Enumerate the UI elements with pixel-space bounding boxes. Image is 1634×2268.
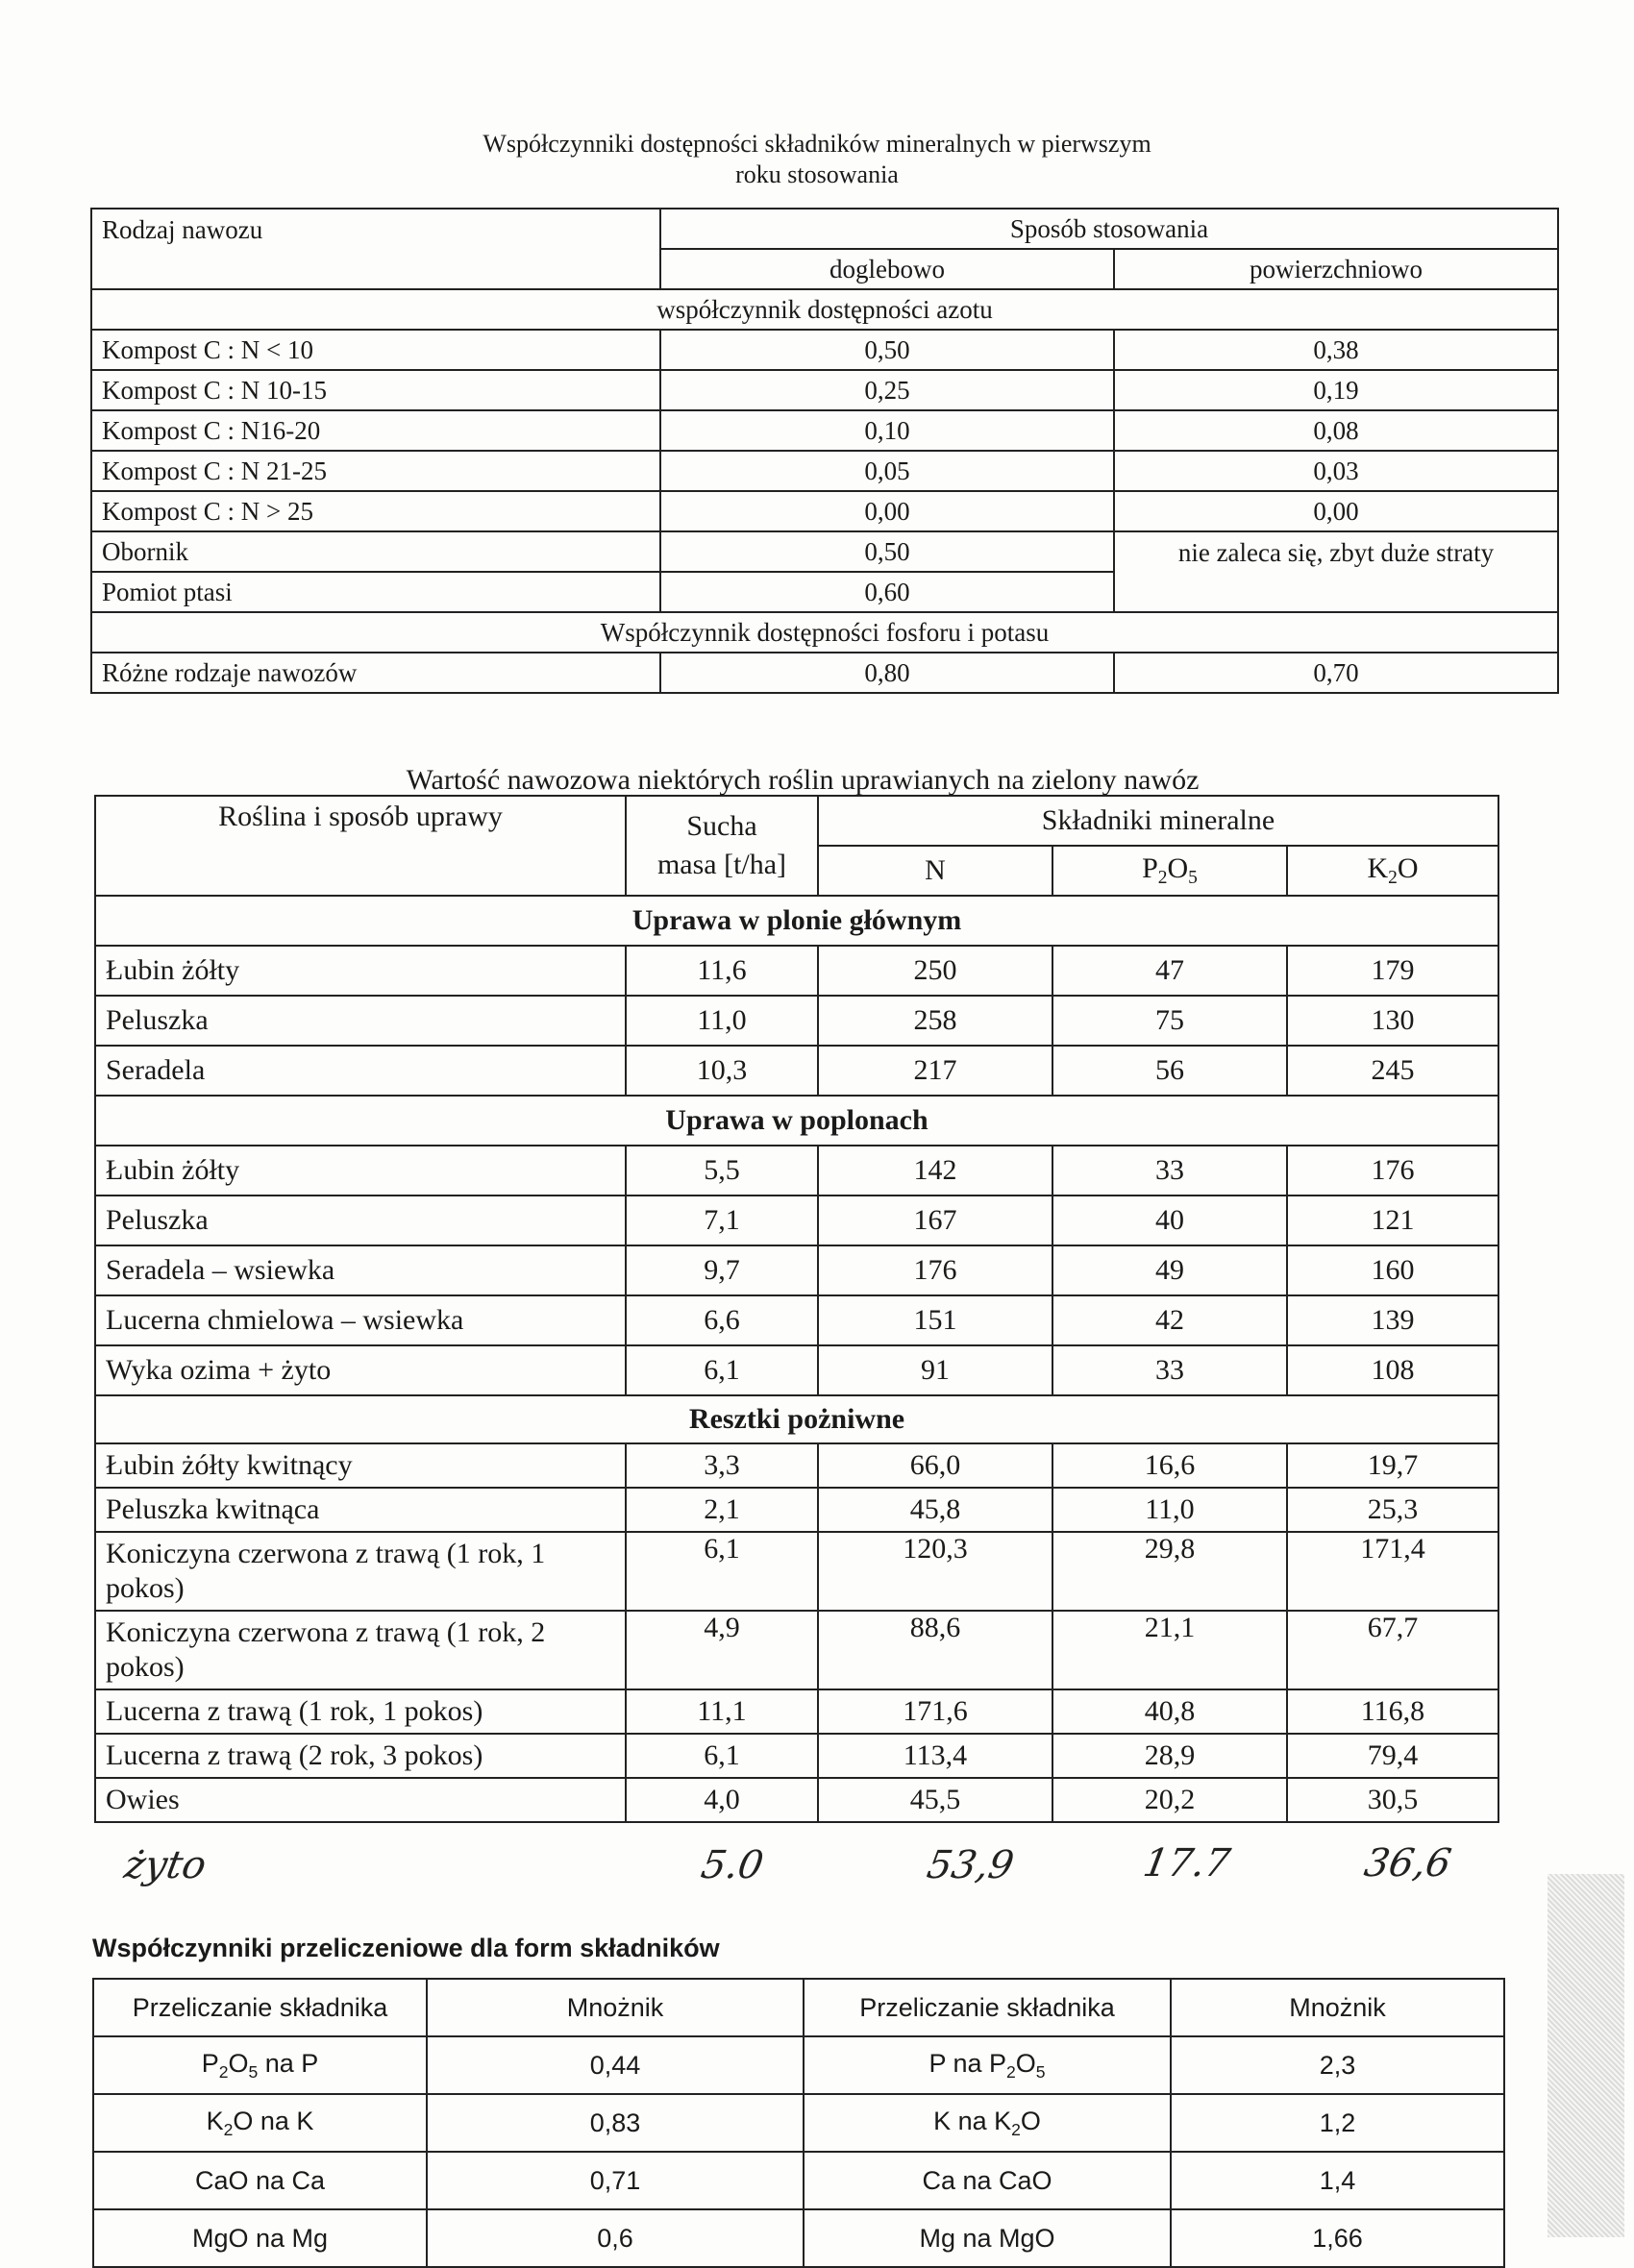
- table-row: [91, 491, 1558, 531]
- header-rodzaj: Rodzaj nawozu: [91, 209, 660, 289]
- conv-right: Mg na MgO: [804, 2209, 1171, 2267]
- row-n: 142: [818, 1146, 1052, 1196]
- table-row: [95, 1046, 1498, 1096]
- row-n: 167: [818, 1196, 1052, 1245]
- row-name: Pomiot ptasi: [91, 572, 660, 612]
- row-k: 130: [1287, 996, 1498, 1046]
- conv-part: O: [228, 2048, 249, 2078]
- row-name: Kompost C : N < 10: [91, 330, 660, 370]
- conv-left-value: 0,83: [427, 2094, 804, 2152]
- row-n: 151: [818, 1295, 1052, 1345]
- row-n: 176: [818, 1245, 1052, 1295]
- row-sm: 7,1: [626, 1196, 818, 1245]
- row-p: 20,2: [1052, 1778, 1287, 1822]
- header-doglebowo: doglebowo: [660, 249, 1114, 289]
- conv-part: O: [1020, 2106, 1041, 2135]
- section-azot: współczynnik dostępności azotu: [91, 289, 1558, 330]
- table-row: [93, 2152, 1504, 2209]
- section-plon-glowny: Uprawa w plonie głównym: [95, 896, 1498, 946]
- row-name: Łubin żółty: [95, 946, 626, 996]
- row-name: Różne rodzaje nawozów: [91, 653, 660, 693]
- row-name: Seradela: [95, 1046, 626, 1096]
- green-manure-table: [94, 795, 1499, 1823]
- row-p: 56: [1052, 1046, 1287, 1096]
- row-k: 179: [1287, 946, 1498, 996]
- row-name: Owies: [95, 1778, 626, 1822]
- conv-left-value: 0,71: [427, 2152, 804, 2209]
- handwritten-p: 17.7: [1139, 1841, 1234, 1886]
- row-p: 47: [1052, 946, 1287, 996]
- row-sm: 4,9: [626, 1611, 818, 1689]
- row-name: Obornik: [91, 531, 660, 572]
- row-doglebowo: 0,50: [660, 330, 1114, 370]
- row-k: 108: [1287, 1345, 1498, 1395]
- header-n: N: [818, 846, 1052, 896]
- row-p: 33: [1052, 1146, 1287, 1196]
- conv-left-value: 0,44: [427, 2036, 804, 2094]
- row-p: 75: [1052, 996, 1287, 1046]
- conversion-table: [92, 1978, 1505, 2268]
- table-row: [91, 370, 1558, 410]
- row-p: 33: [1052, 1345, 1287, 1395]
- k-letter: K: [1367, 852, 1389, 884]
- row-sm: 2,1: [626, 1488, 818, 1532]
- conv-part: O: [1015, 2048, 1036, 2078]
- row-doglebowo: 0,25: [660, 370, 1114, 410]
- row-k: 171,4: [1287, 1532, 1498, 1611]
- row-doglebowo: 0,50: [660, 531, 1114, 572]
- row-p: 40,8: [1052, 1689, 1287, 1734]
- table-row: [95, 1778, 1498, 1822]
- row-k: 176: [1287, 1146, 1498, 1196]
- row-sm: 11,1: [626, 1689, 818, 1734]
- row-name: Peluszka kwitnąca: [95, 1488, 626, 1532]
- section-fosfor: Współczynnik dostępności fosforu i potasu: [91, 612, 1558, 653]
- row-n: 217: [818, 1046, 1052, 1096]
- conv-right-value: 1,4: [1171, 2152, 1504, 2209]
- row-n: 171,6: [818, 1689, 1052, 1734]
- header-roslina: Roślina i sposób uprawy: [95, 796, 626, 896]
- row-name: Kompost C : N 10-15: [91, 370, 660, 410]
- row-powierzchniowo: 0,19: [1114, 370, 1558, 410]
- row-p: 11,0: [1052, 1488, 1287, 1532]
- conv-part: P: [201, 2048, 219, 2078]
- row-p: 28,9: [1052, 1734, 1287, 1778]
- row-name: Lucerna chmielowa – wsiewka: [95, 1295, 626, 1345]
- row-sm: 11,0: [626, 996, 818, 1046]
- table1-title: [288, 129, 1346, 190]
- table-row: [93, 2209, 1504, 2267]
- table-row: [95, 996, 1498, 1046]
- header-przeliczanie-right: Przeliczanie składnika: [804, 1979, 1171, 2036]
- conv-right: [804, 2094, 1171, 2152]
- row-k: 121: [1287, 1196, 1498, 1245]
- table-row: [95, 1488, 1498, 1532]
- row-sm: 6,1: [626, 1532, 818, 1611]
- row-k: 67,7: [1287, 1611, 1498, 1689]
- table-row: [91, 330, 1558, 370]
- header-przeliczanie-left: Przeliczanie składnika: [93, 1979, 427, 2036]
- handwritten-n: 53,9: [923, 1843, 1018, 1887]
- header-sposob: Sposób stosowania: [660, 209, 1558, 249]
- row-p: 42: [1052, 1295, 1287, 1345]
- conv-sub: 5: [1035, 2061, 1046, 2082]
- row-p: 16,6: [1052, 1443, 1287, 1488]
- conv-right-value: 1,66: [1171, 2209, 1504, 2267]
- conv-left: MgO na Mg: [93, 2209, 427, 2267]
- table2-title: Wartość nawozowa niektórych roślin uprawianych na zielony nawóz: [406, 764, 1200, 796]
- handwritten-name: żyto: [120, 1843, 210, 1887]
- table1-title-line1: Współczynniki dostępności składników mineralnych w pierwszym: [483, 130, 1151, 158]
- row-k: 25,3: [1287, 1488, 1498, 1532]
- conv-right: Ca na CaO: [804, 2152, 1171, 2209]
- conv-left: [93, 2036, 427, 2094]
- row-name: Koniczyna czerwona z trawą (1 rok, 2 pokos): [95, 1611, 626, 1689]
- conv-part: K: [206, 2106, 224, 2135]
- header-sucha-line2: masa [t/ha]: [656, 849, 787, 880]
- header-sucha-masa: [626, 796, 818, 896]
- conv-part: P na P: [928, 2048, 1007, 2078]
- conv-sub: 2: [223, 2119, 234, 2139]
- table-row: [95, 1734, 1498, 1778]
- row-n: 45,5: [818, 1778, 1052, 1822]
- row-p: 49: [1052, 1245, 1287, 1295]
- scan-noise: [1547, 1874, 1624, 2237]
- row-p: 40: [1052, 1196, 1287, 1245]
- conv-part: K na K: [933, 2106, 1012, 2135]
- row-powierzchniowo: 0,08: [1114, 410, 1558, 451]
- row-sm: 4,0: [626, 1778, 818, 1822]
- row-sm: 5,5: [626, 1146, 818, 1196]
- o-sub: 5: [1188, 868, 1198, 888]
- table-row: [91, 451, 1558, 491]
- handwritten-sm: 5.0: [697, 1843, 767, 1887]
- row-name: Peluszka: [95, 1196, 626, 1245]
- row-n: 120,3: [818, 1532, 1052, 1611]
- table-row: [95, 1689, 1498, 1734]
- conv-right: [804, 2036, 1171, 2094]
- header-mnoznik-right: Mnożnik: [1171, 1979, 1504, 2036]
- table-row: [95, 1146, 1498, 1196]
- conv-sub: 5: [248, 2061, 259, 2082]
- conv-left: [93, 2094, 427, 2152]
- row-n: 66,0: [818, 1443, 1052, 1488]
- row-powierzchniowo: 0,70: [1114, 653, 1558, 693]
- conv-right-value: 2,3: [1171, 2036, 1504, 2094]
- row-powierzchniowo: 0,00: [1114, 491, 1558, 531]
- row-name: Koniczyna czerwona z trawą (1 rok, 1 pokos): [95, 1532, 626, 1611]
- table-row: [95, 1245, 1498, 1295]
- row-sm: 6,1: [626, 1345, 818, 1395]
- header-k2o: [1287, 846, 1498, 896]
- table3-title: Współczynniki przeliczeniowe dla form składników: [92, 1934, 720, 1962]
- row-k: 160: [1287, 1245, 1498, 1295]
- row-sm: 11,6: [626, 946, 818, 996]
- row-name: Lucerna z trawą (1 rok, 1 pokos): [95, 1689, 626, 1734]
- row-doglebowo: 0,60: [660, 572, 1114, 612]
- row-name: Seradela – wsiewka: [95, 1245, 626, 1295]
- table-row: [91, 410, 1558, 451]
- header-skladniki: Składniki mineralne: [818, 796, 1498, 846]
- conv-left-value: 0,6: [427, 2209, 804, 2267]
- conv-part: na P: [258, 2048, 319, 2078]
- section-resztki: Resztki pożniwne: [95, 1395, 1498, 1443]
- o-letter: O: [1167, 852, 1189, 884]
- p-letter: P: [1142, 852, 1158, 884]
- row-name: Kompost C : N 21-25: [91, 451, 660, 491]
- row-sm: 6,6: [626, 1295, 818, 1345]
- row-doglebowo: 0,10: [660, 410, 1114, 451]
- table-row: [93, 2094, 1504, 2152]
- row-name: Kompost C : N16-20: [91, 410, 660, 451]
- row-n: 250: [818, 946, 1052, 996]
- table-row: [95, 946, 1498, 996]
- row-name: Wyka ozima + żyto: [95, 1345, 626, 1395]
- header-p2o5: [1052, 846, 1287, 896]
- row-doglebowo: 0,00: [660, 491, 1114, 531]
- row-sm: 3,3: [626, 1443, 818, 1488]
- table-row: [91, 531, 1558, 572]
- header-powierzchniowo: powierzchniowo: [1114, 249, 1558, 289]
- row-k: 79,4: [1287, 1734, 1498, 1778]
- row-k: 139: [1287, 1295, 1498, 1345]
- row-doglebowo: 0,05: [660, 451, 1114, 491]
- table-row: [95, 1443, 1498, 1488]
- table-row: [95, 1532, 1498, 1611]
- row-k: 30,5: [1287, 1778, 1498, 1822]
- conv-sub: 2: [1011, 2119, 1021, 2139]
- table-row: [95, 1196, 1498, 1245]
- row-k: 116,8: [1287, 1689, 1498, 1734]
- row-p: 29,8: [1052, 1532, 1287, 1611]
- row-powierzchniowo: 0,38: [1114, 330, 1558, 370]
- table-row: [95, 1611, 1498, 1689]
- row-name: Peluszka: [95, 996, 626, 1046]
- row-n: 113,4: [818, 1734, 1052, 1778]
- k-sub: 2: [1388, 868, 1398, 888]
- conv-sub: 2: [1006, 2061, 1016, 2082]
- row-n: 45,8: [818, 1488, 1052, 1532]
- row-sm: 9,7: [626, 1245, 818, 1295]
- row-name: Lucerna z trawą (2 rok, 3 pokos): [95, 1734, 626, 1778]
- row-doglebowo: 0,80: [660, 653, 1114, 693]
- nie-zaleca-note: nie zaleca się, zbyt duże straty: [1114, 531, 1558, 612]
- row-k: 19,7: [1287, 1443, 1498, 1488]
- section-poplony: Uprawa w poplonach: [95, 1096, 1498, 1146]
- availability-table: [90, 208, 1559, 694]
- handwritten-k: 36,6: [1360, 1841, 1455, 1886]
- table1-title-line2: roku stosowania: [735, 160, 899, 188]
- header-mnoznik-left: Mnożnik: [427, 1979, 804, 2036]
- header-sucha-line1: Sucha: [686, 810, 757, 842]
- conv-sub: 2: [218, 2061, 229, 2082]
- row-name: Kompost C : N > 25: [91, 491, 660, 531]
- row-p: 21,1: [1052, 1611, 1287, 1689]
- o-letter: O: [1397, 852, 1419, 884]
- table-row: [93, 2036, 1504, 2094]
- row-name: Łubin żółty: [95, 1146, 626, 1196]
- row-sm: 10,3: [626, 1046, 818, 1096]
- row-n: 88,6: [818, 1611, 1052, 1689]
- row-sm: 6,1: [626, 1734, 818, 1778]
- conv-part: O na K: [233, 2106, 314, 2135]
- row-name: Łubin żółty kwitnący: [95, 1443, 626, 1488]
- row-n: 258: [818, 996, 1052, 1046]
- row-n: 91: [818, 1345, 1052, 1395]
- table-row: [91, 653, 1558, 693]
- conv-left: CaO na Ca: [93, 2152, 427, 2209]
- p-sub: 2: [1157, 868, 1168, 888]
- table-row: [95, 1345, 1498, 1395]
- table-row: [95, 1295, 1498, 1345]
- conv-right-value: 1,2: [1171, 2094, 1504, 2152]
- row-powierzchniowo: 0,03: [1114, 451, 1558, 491]
- row-k: 245: [1287, 1046, 1498, 1096]
